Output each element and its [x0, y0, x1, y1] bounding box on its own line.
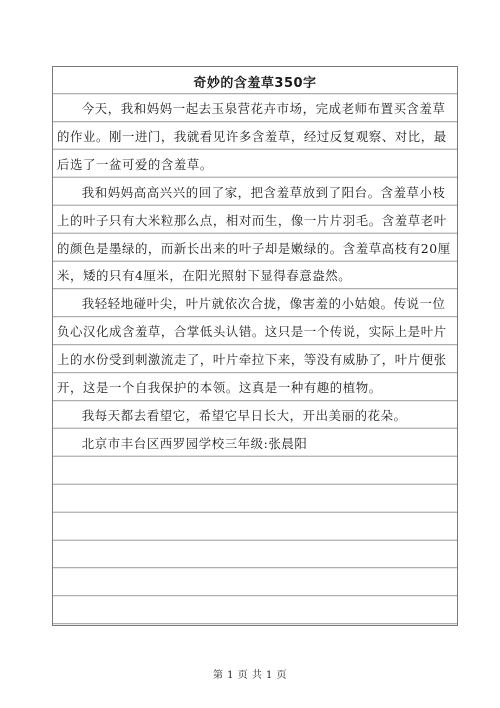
- page-number: 第 1 页 共 1 页: [212, 670, 288, 681]
- essay-paragraph-1: 今天，我和妈妈一起去玉泉营花卉市场，完成老师布置买含羞草的作业。刚一进门，我就看见许多含羞草，经过反复观察、对比，最后选了一盆可爱的含羞草。: [57, 101, 447, 172]
- essay-paragraph-4: 我每天都去看望它，希望它早日长大，开出美丽的花朵。: [81, 407, 407, 423]
- author-signature: 北京市丰台区西罗园学校三年级:张晨阳: [81, 435, 308, 451]
- lined-writing-sheet: [52, 66, 458, 626]
- essay-paragraph-2: 我和妈妈高高兴兴的回了家，把含羞草放到了阳台。含羞草小枝上的叶子只有大米粒那么点，相对而生，像一片片羽毛。含羞草老叶的颜色是墨绿的，而新长出来的叶子却是嫩绿的。含羞草高枝有20厘米，矮的只有4厘米，在阳光照射下显得春意盎然。: [57, 184, 451, 284]
- essay-paragraph-3: 我轻轻地碰叶尖，叶片就依次合拢，像害羞的小姑娘。传说一位负心汉化成含羞草，合掌低头认错。这只是一个传说，实际上是叶片上的水份受到刺激流走了，叶片牵拉下来，等没有威胁了，叶片便张开，这是一个自我保护的本领。这真是一种有趣的植物。: [57, 296, 447, 396]
- essay-title: 奇妙的含羞草350字: [193, 75, 317, 91]
- essay-body: [57, 95, 455, 458]
